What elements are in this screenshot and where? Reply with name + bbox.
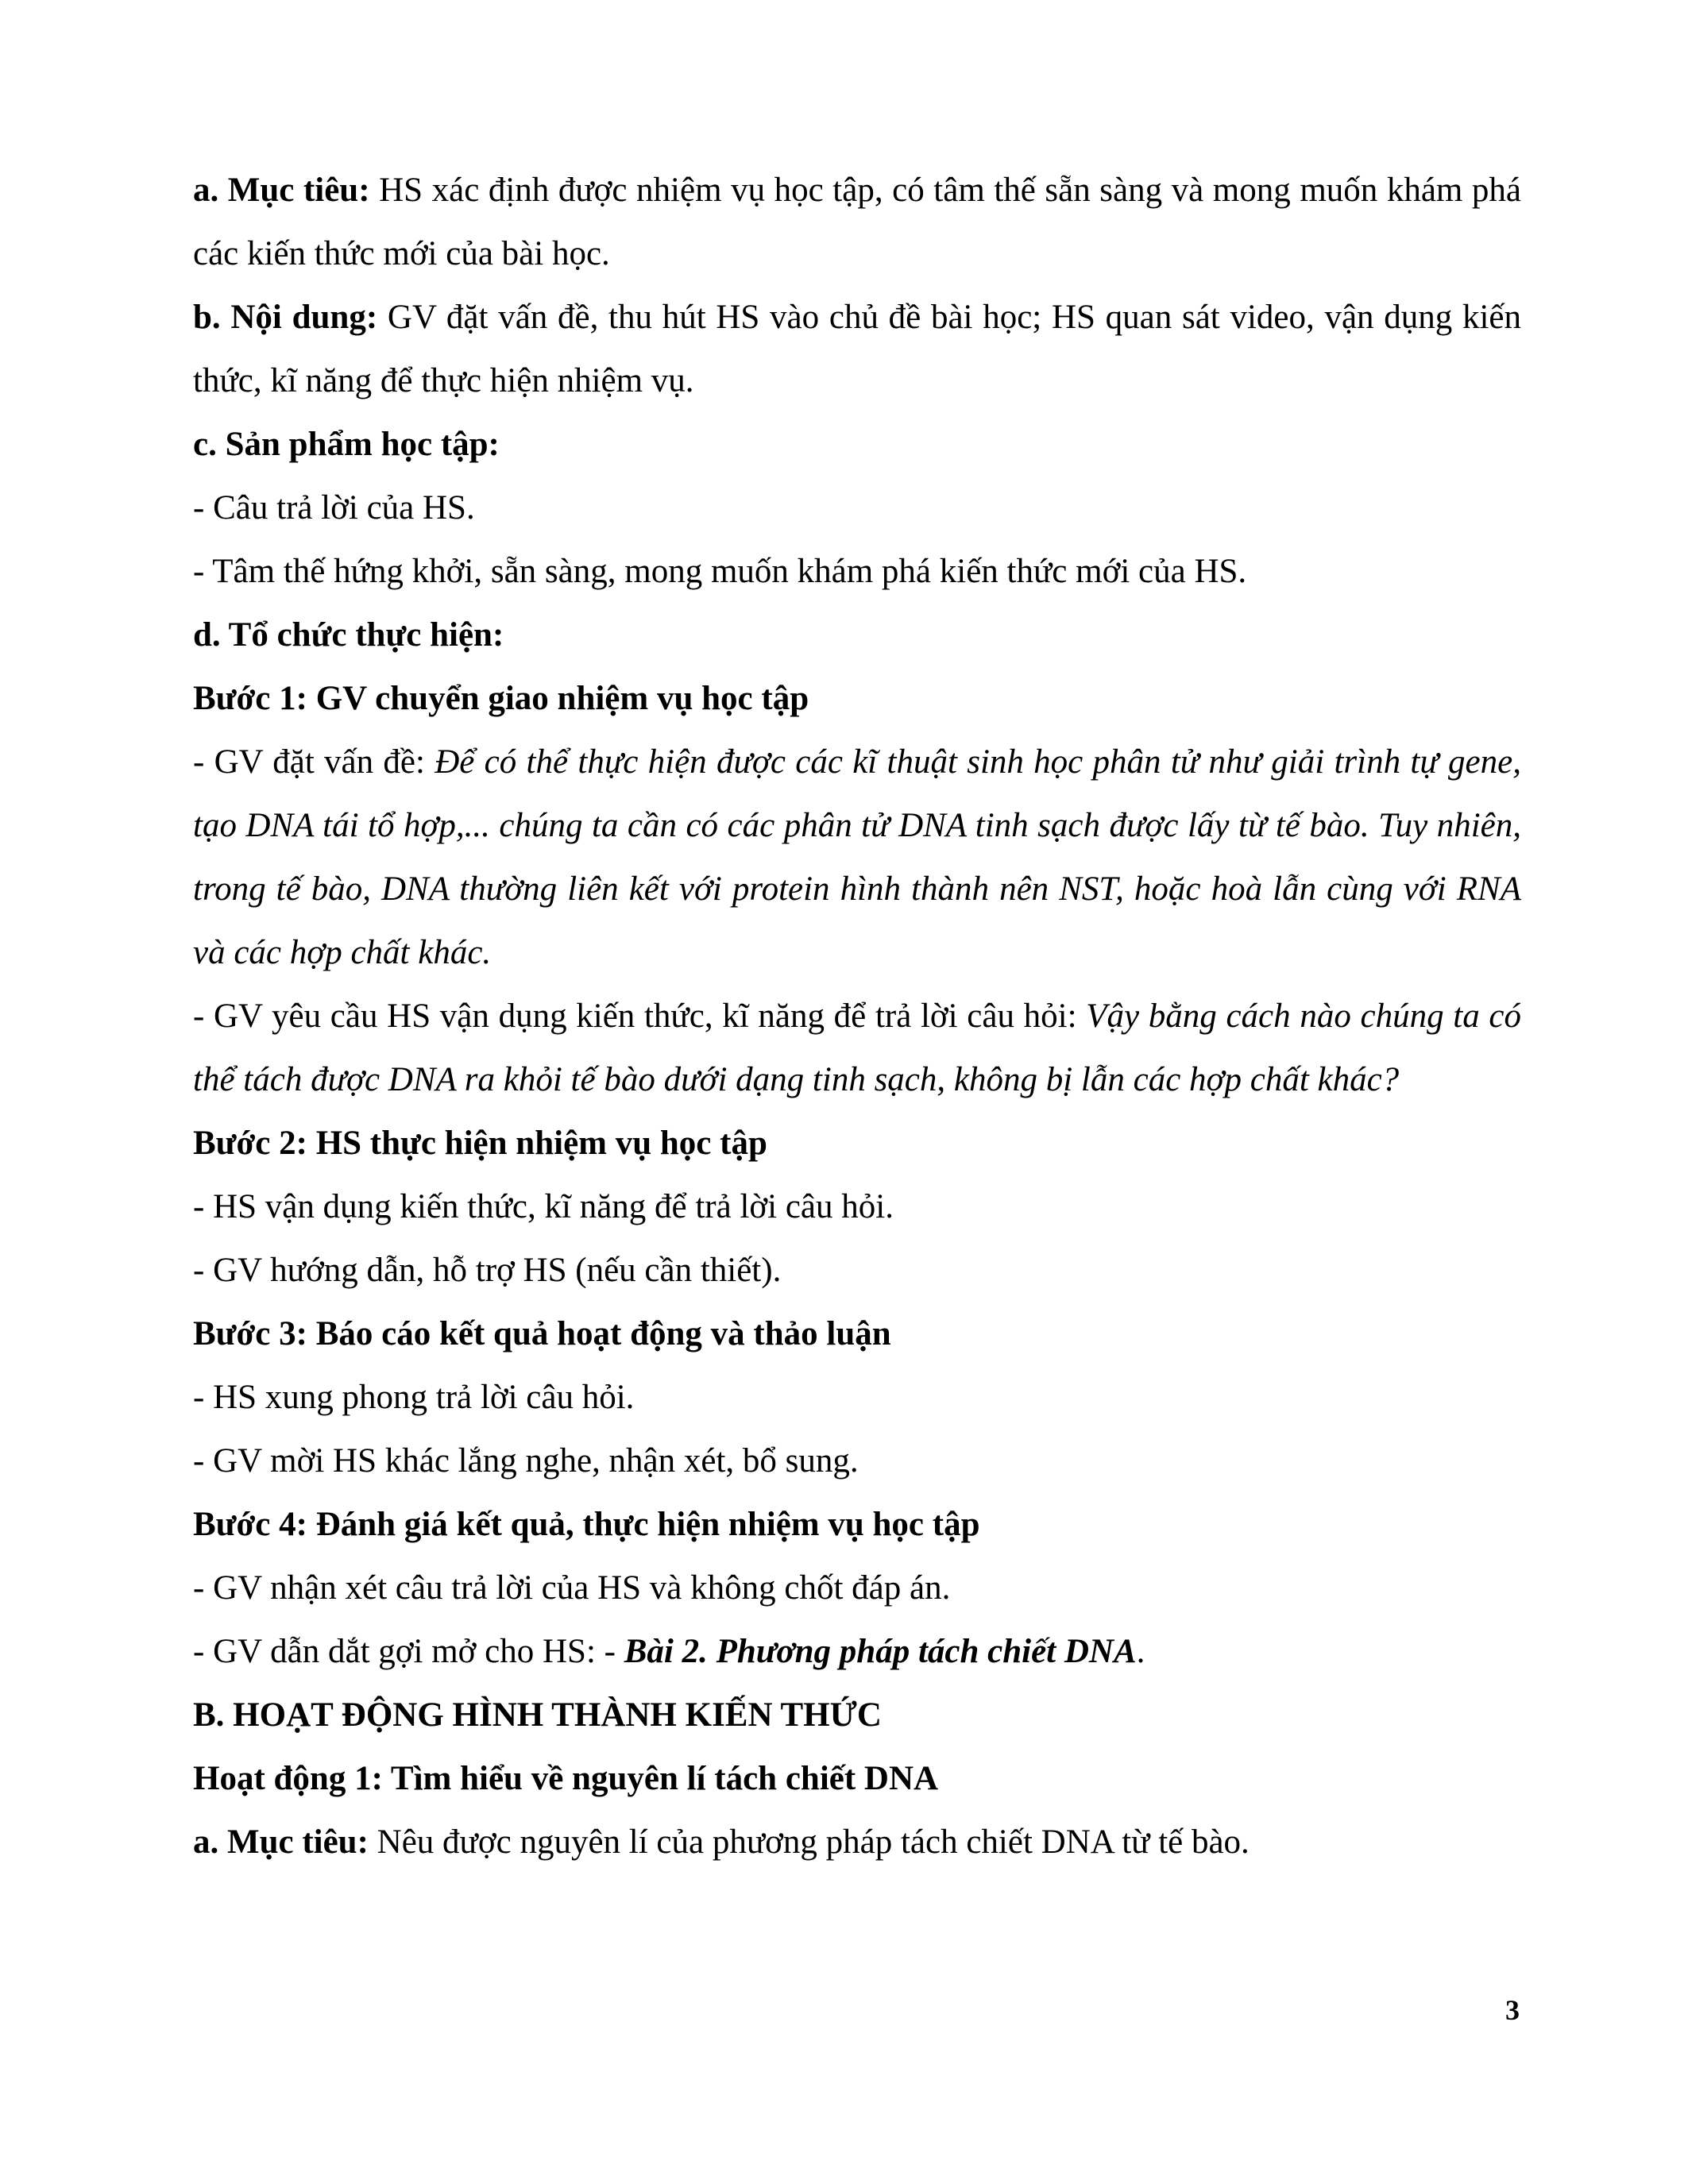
product-heading [193, 413, 1521, 477]
goal-text: HS xác định được nhiệm vụ học tập, có tâm thế sẵn sàng và mong muốn khám phá các kiến thức mới của bài học. [193, 172, 1521, 272]
step4-line-2-prefix: - GV dẫn dắt gợi mở cho HS: - [193, 1633, 624, 1670]
step3-line-1: - HS xung phong trả lời câu hỏi. [193, 1379, 635, 1416]
product-item-2: - Tâm thế hứng khởi, sẵn sàng, mong muốn khám phá kiến thức mới của HS. [193, 553, 1247, 590]
section-b-heading: B. HOẠT ĐỘNG HÌNH THÀNH KIẾN THỨC [193, 1696, 882, 1734]
step4-line-2-suffix: . [1136, 1633, 1145, 1670]
step4-line-1: - GV nhận xét câu trả lời của HS và không chốt đáp án. [193, 1569, 951, 1607]
step3-heading: Bước 3: Báo cáo kết quả hoạt động và thảo luận [193, 1315, 891, 1352]
step1-line-1 [193, 731, 1521, 985]
content-label: b. Nội dung: [193, 299, 378, 336]
step1-heading: Bước 1: GV chuyển giao nhiệm vụ học tập [193, 680, 809, 717]
product-item-1: - Câu trả lời của HS. [193, 489, 475, 527]
activity1-heading: Hoạt động 1: Tìm hiểu về nguyên lí tách chiết DNA [193, 1760, 939, 1797]
product-label: c. Sản phẩm học tập: [193, 426, 500, 463]
step1-line-1-prefix: - GV đặt vấn đề: [193, 743, 435, 781]
goal-paragraph [193, 159, 1521, 286]
goal-label: a. Mục tiêu: [193, 172, 370, 209]
document-page [193, 159, 1521, 1874]
page-number: 3 [1505, 1994, 1520, 2026]
content-text: GV đặt vấn đề, thu hút HS vào chủ đề bài học; HS quan sát video, vận dụng kiến thức, kĩ năng để thực hiện nhiệm vụ. [193, 299, 1521, 399]
step3-line-2: - GV mời HS khác lắng nghe, nhận xét, bổ sung. [193, 1442, 859, 1480]
organization-label: d. Tổ chức thực hiện: [193, 616, 504, 654]
lesson-title: Bài 2. Phương pháp tách chiết DNA [624, 1633, 1137, 1670]
step2-line-2: - GV hướng dẫn, hỗ trợ HS (nếu cần thiết). [193, 1252, 782, 1289]
activity1-goal [193, 1811, 1521, 1874]
step4-line-2 [193, 1620, 1521, 1684]
activity1-goal-text: Nêu được nguyên lí của phương pháp tách chiết DNA từ tế bào. [368, 1823, 1250, 1861]
step1-line-1-italic: Để có thể thực hiện được các kĩ thuật sinh học phân tử như giải trình tự gene, tạo DNA tái tổ hợp,... chúng ta cần có các phân tử DNA tinh sạch được lấy từ tế bào. Tuy nhiên, trong tế bào, DNA thường liên kết với protein hình thành nên NST, hoặc hoà lẫn cùng với RNA và các hợp chất khác. [193, 743, 1521, 971]
step1-line-2-italic: Vậy bằng cách nào chúng ta có thể tách được DNA ra khỏi tế bào dưới dạng tinh sạch, không bị lẫn các hợp chất khác? [193, 997, 1521, 1098]
activity1-goal-label: a. Mục tiêu: [193, 1823, 369, 1861]
organization-heading [193, 604, 1521, 667]
step1-line-2-prefix: - GV yêu cầu HS vận dụng kiến thức, kĩ năng để trả lời câu hỏi: [193, 997, 1087, 1035]
content-paragraph [193, 286, 1521, 413]
step1-line-2 [193, 985, 1521, 1112]
step2-heading: Bước 2: HS thực hiện nhiệm vụ học tập [193, 1125, 767, 1162]
step4-heading: Bước 4: Đánh giá kết quả, thực hiện nhiệm vụ học tập [193, 1506, 980, 1543]
step2-line-1: - HS vận dụng kiến thức, kĩ năng để trả lời câu hỏi. [193, 1188, 894, 1225]
